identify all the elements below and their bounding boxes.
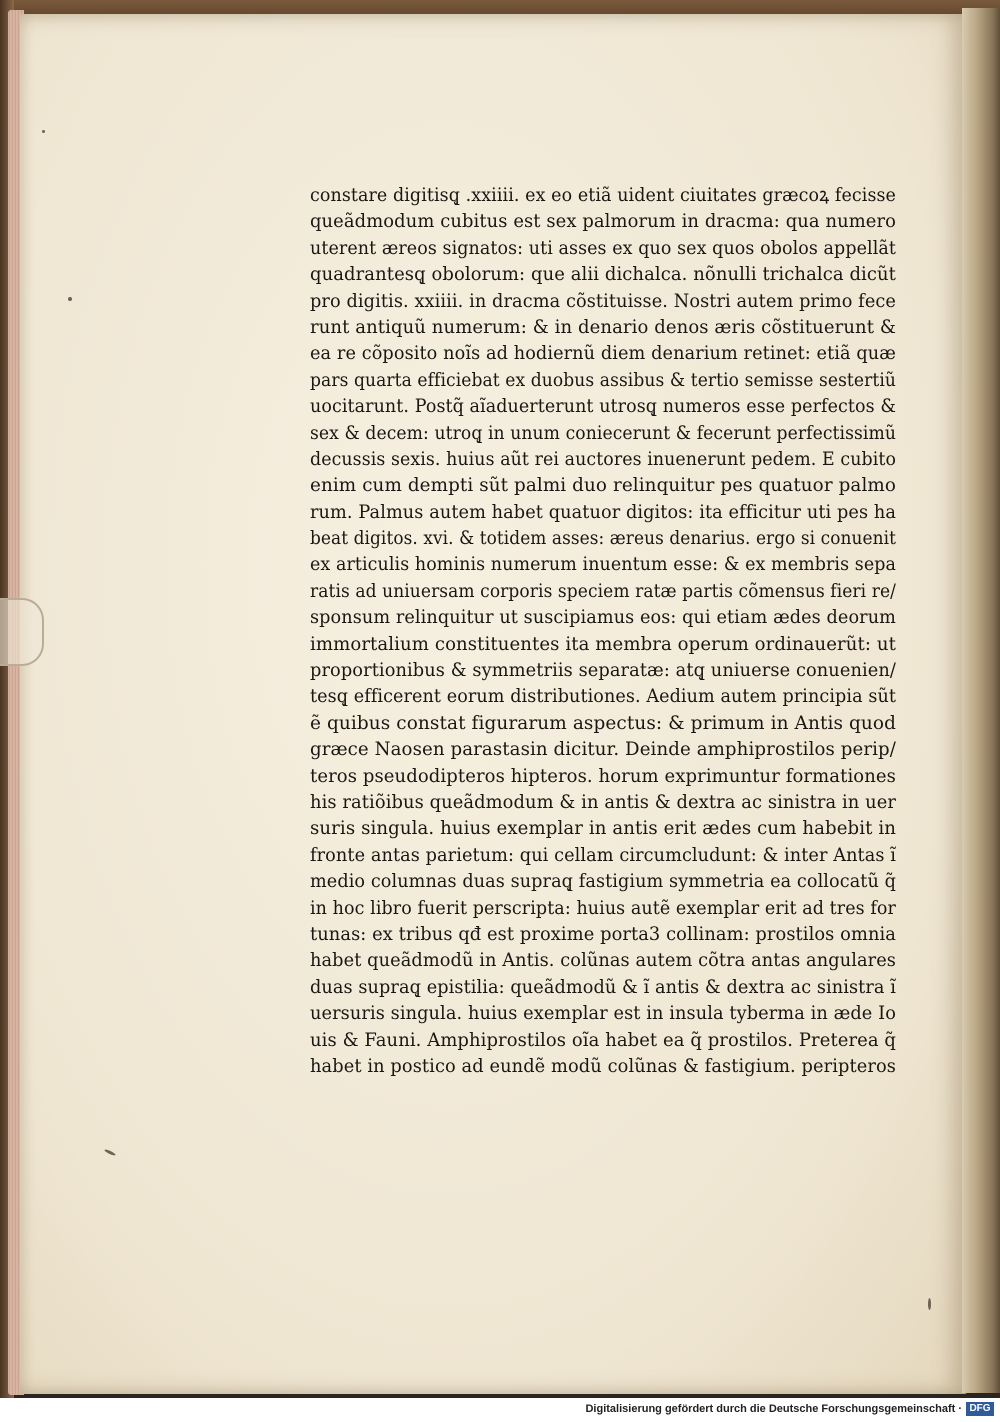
- dfg-logo: DFG: [966, 1402, 994, 1416]
- body-text: [310, 182, 910, 1079]
- text-line: habet in postico ad eundẽ modũ colũnas & fastigium. peripteros: [310, 1054, 896, 1077]
- text-line: uterent æreos signatos: uti asses ex quo sex quos obolos appellãt: [310, 236, 896, 259]
- text-line: proportionibus & symmetriis separatæ: atq̨ uniuerse conuenien/: [310, 659, 896, 682]
- text-line: in hoc libro fuerit perscripta: huius autẽ exemplar erit ad tres for: [310, 896, 896, 919]
- text-line: habet queãdmodũ in Antis. colũnas autem cõtra antas angulares: [310, 949, 896, 972]
- text-line: pro digitis. xxiiii. in dracma cõstituisse. Nostri autem primo fece: [310, 289, 896, 312]
- page-tab-mark: [0, 598, 44, 666]
- text-line: teros pseudodipteros hipteros. horum exprimuntur formationes: [310, 764, 896, 787]
- text-line: sponsum relinquitur ut suscipiamus eos: qui etiam ædes deorum: [310, 606, 896, 629]
- funding-credit: Digitalisierung gefördert durch die Deutsche Forschungsgemeinschaft ·: [585, 1403, 962, 1415]
- text-line: tunas: ex tribus qđ est proxime porta3 collinam: prostilos omnia: [310, 922, 896, 945]
- text-line: ẽ quibus constat figurarum aspectus: & primum in Antis quod: [310, 711, 896, 734]
- text-line: duas supraq̨ epistilia: queãdmodũ & ĩ antis & dextra ac sinistra ĩ: [310, 975, 896, 998]
- text-line: enim cum dempti sũt palmi duo relinquitur pes quatuor palmo: [310, 474, 896, 497]
- text-line: tesq̨ efficerent eorum distributiones. Aedium autem principia sũt: [310, 685, 896, 708]
- text-line: queãdmodum cubitus est sex palmorum in dracma: qua numero: [310, 210, 896, 233]
- text-line: fronte antas parietum: qui cellam circumcludunt: & inter Antas ĩ: [310, 843, 896, 866]
- text-line: constare digitisq̨ .xxiiii. ex eo etiã uident ciuitates græcoꝝ fecisse: [310, 184, 896, 206]
- text-line: his ratiõibus queãdmodum & in antis & dextra ac sinistra in uer: [310, 790, 896, 813]
- text-line: immortalium constituentes ita membra operum ordinauerũt: ut: [310, 632, 896, 655]
- text-line: runt antiquũ numerum: & in denario denos æris cõstituerunt &: [310, 315, 896, 338]
- text-line: uocitarunt. Postq̃ aĩaduerterunt utrosq̨ numeros esse perfectos &: [310, 395, 896, 418]
- text-line: uersuris singula. huius exemplar est in insula tyberma in æde Io: [310, 1002, 896, 1025]
- text-line: decussis sexis. huius aũt rei auctores inuenerunt pedem. E cubito: [310, 447, 896, 470]
- text-line: græce Naosen parastasin dicitur. Deinde amphiprostilos perip/: [310, 738, 896, 761]
- book-gutter: [962, 8, 1000, 1393]
- text-line: beat digitos. xvi. & totidem asses: æreus denarius. ergo si conuenit: [310, 527, 896, 550]
- text-line: ratis ad uniuersam corporis speciem ratæ partis cõmensus fieri re/: [310, 579, 896, 602]
- paper-speck: [42, 130, 45, 133]
- paper-speck: [68, 297, 72, 301]
- text-line: pars quarta efficiebat ex duobus assibus & tertio semisse sestertiũ: [310, 368, 896, 391]
- text-line: ex articulis hominis numerum inuentum esse: & ex membris sepa: [310, 553, 896, 576]
- text-line: quadrantesq̨ obolorum: que alii dichalca. nõnulli trichalca dicũt: [310, 263, 896, 286]
- text-line: sex & decem: utroq̨ in unum coniecerunt & fecerunt perfectissimũ: [310, 421, 896, 444]
- text-line: ea re cõposito noĩs ad hodiernũ diem denarium retinet: etiã quæ: [310, 342, 896, 365]
- text-line: rum. Palmus autem habet quatuor digitos: ita efficitur uti pes ha: [310, 500, 896, 523]
- text-line: suris singula. huius exemplar in antis erit ædes cum habebit in: [310, 817, 896, 840]
- text-line: uis & Fauni. Amphiprostilos oĩa habet ea q̃ prostilos. Preterea q̃: [310, 1028, 896, 1051]
- text-line: medio columnas duas supraq̨ fastigium symmetria ea collocatũ q̃: [310, 870, 896, 893]
- paper-speck: [928, 1298, 931, 1310]
